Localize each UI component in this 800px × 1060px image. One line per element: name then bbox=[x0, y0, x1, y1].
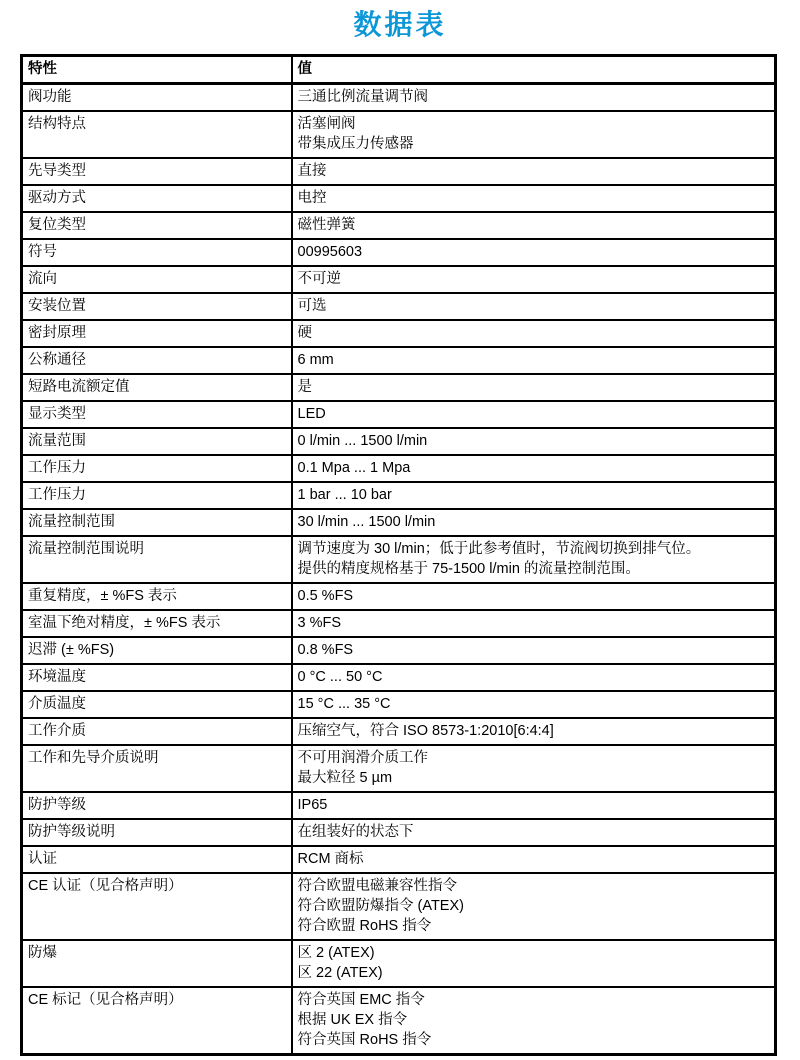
value-line: 6 mm bbox=[297, 352, 334, 368]
value-line: 30 l/min ... 1500 l/min bbox=[297, 514, 436, 530]
feature-cell: 环境温度 bbox=[22, 664, 292, 691]
value-line: 符合欧盟 RoHS 指令 bbox=[297, 918, 432, 934]
table-row bbox=[22, 111, 776, 158]
feature-cell: 流量控制范围 bbox=[22, 509, 292, 536]
table-row bbox=[22, 536, 776, 583]
value-cell bbox=[292, 846, 776, 873]
value-line: 符合英国 EMC 指令 bbox=[297, 992, 425, 1008]
feature-cell: 重复精度，± %FS 表示 bbox=[22, 583, 292, 610]
feature-cell: 公称通径 bbox=[22, 347, 292, 374]
value-cell bbox=[292, 509, 776, 536]
table-body bbox=[22, 84, 776, 1055]
value-line: 不可用润滑介质工作 bbox=[297, 750, 428, 766]
feature-cell: 介质温度 bbox=[22, 691, 292, 718]
value-line: 根据 UK EX 指令 bbox=[297, 1012, 408, 1028]
table-row bbox=[22, 745, 776, 792]
value-line: 在组装好的状态下 bbox=[297, 824, 414, 840]
feature-cell: 先导类型 bbox=[22, 158, 292, 185]
value-cell bbox=[292, 111, 776, 158]
table-row bbox=[22, 509, 776, 536]
value-line: 区 22 (ATEX) bbox=[297, 965, 383, 981]
datasheet-table bbox=[20, 54, 777, 1056]
value-line: LED bbox=[297, 406, 326, 422]
value-line: 0.5 %FS bbox=[297, 588, 354, 604]
header-feature: 特性 bbox=[22, 56, 292, 84]
value-line: 0.1 Mpa ... 1 Mpa bbox=[297, 460, 411, 476]
value-line: 电控 bbox=[297, 190, 327, 206]
value-line: 3 %FS bbox=[297, 615, 342, 631]
feature-cell: 符号 bbox=[22, 239, 292, 266]
value-line: 00995603 bbox=[297, 244, 363, 260]
table-row bbox=[22, 718, 776, 745]
value-cell bbox=[292, 158, 776, 185]
value-cell bbox=[292, 987, 776, 1055]
value-line: 0.8 %FS bbox=[297, 642, 354, 658]
value-cell bbox=[292, 374, 776, 401]
value-cell bbox=[292, 873, 776, 940]
header-row bbox=[22, 56, 776, 84]
table-row bbox=[22, 664, 776, 691]
value-line: 活塞闸阀 bbox=[297, 116, 356, 132]
value-cell bbox=[292, 293, 776, 320]
page-title: 数据表 bbox=[353, 9, 447, 40]
table-row bbox=[22, 212, 776, 239]
feature-cell: 防护等级 bbox=[22, 792, 292, 819]
value-cell bbox=[292, 792, 776, 819]
value-line: RCM 商标 bbox=[297, 851, 364, 867]
feature-cell: 流量范围 bbox=[22, 428, 292, 455]
value-line: 压缩空气，符合 ISO 8573-1:2010[6:4:4] bbox=[297, 723, 554, 739]
table-row bbox=[22, 873, 776, 940]
table-row bbox=[22, 428, 776, 455]
table-row bbox=[22, 239, 776, 266]
table-row bbox=[22, 347, 776, 374]
table-row bbox=[22, 84, 776, 112]
table-row bbox=[22, 401, 776, 428]
feature-cell: 短路电流额定值 bbox=[22, 374, 292, 401]
feature-cell: 迟滞 (± %FS) bbox=[22, 637, 292, 664]
value-cell bbox=[292, 691, 776, 718]
feature-cell: 工作压力 bbox=[22, 482, 292, 509]
header-value: 值 bbox=[292, 56, 776, 84]
value-line: 符合欧盟防爆指令 (ATEX) bbox=[297, 898, 464, 914]
value-cell bbox=[292, 428, 776, 455]
value-cell bbox=[292, 266, 776, 293]
table-row bbox=[22, 158, 776, 185]
value-cell bbox=[292, 482, 776, 509]
value-cell bbox=[292, 84, 776, 112]
feature-cell: 工作介质 bbox=[22, 718, 292, 745]
table-row bbox=[22, 293, 776, 320]
feature-cell: 流量控制范围说明 bbox=[22, 536, 292, 583]
value-cell bbox=[292, 664, 776, 691]
value-cell bbox=[292, 320, 776, 347]
table-row bbox=[22, 792, 776, 819]
feature-cell: 密封原理 bbox=[22, 320, 292, 347]
table-row bbox=[22, 482, 776, 509]
table-row bbox=[22, 455, 776, 482]
value-line: 最大粒径 5 µm bbox=[297, 770, 393, 786]
feature-cell: 防爆 bbox=[22, 940, 292, 987]
value-cell bbox=[292, 940, 776, 987]
table-row bbox=[22, 987, 776, 1055]
value-line: 硬 bbox=[297, 325, 312, 341]
feature-cell: 结构特点 bbox=[22, 111, 292, 158]
feature-cell: 工作压力 bbox=[22, 455, 292, 482]
feature-cell: 复位类型 bbox=[22, 212, 292, 239]
value-line: 是 bbox=[297, 379, 312, 395]
value-cell bbox=[292, 239, 776, 266]
table-header bbox=[22, 56, 776, 84]
feature-cell: 认证 bbox=[22, 846, 292, 873]
table-row bbox=[22, 266, 776, 293]
value-cell bbox=[292, 583, 776, 610]
table-row bbox=[22, 185, 776, 212]
value-line: 区 2 (ATEX) bbox=[297, 945, 375, 961]
feature-cell: 防护等级说明 bbox=[22, 819, 292, 846]
feature-cell: 室温下绝对精度，± %FS 表示 bbox=[22, 610, 292, 637]
feature-cell: 显示类型 bbox=[22, 401, 292, 428]
value-line: 0 °C ... 50 °C bbox=[297, 669, 383, 685]
feature-cell: CE 认证（见合格声明） bbox=[22, 873, 292, 940]
value-line: IP65 bbox=[297, 797, 328, 813]
value-cell bbox=[292, 536, 776, 583]
table-row bbox=[22, 846, 776, 873]
value-cell bbox=[292, 455, 776, 482]
value-line: 可选 bbox=[297, 298, 327, 314]
value-cell bbox=[292, 212, 776, 239]
value-line: 符合欧盟电磁兼容性指令 bbox=[297, 878, 457, 894]
value-line: 磁性弹簧 bbox=[297, 217, 356, 233]
feature-cell: 流向 bbox=[22, 266, 292, 293]
value-line: 0 l/min ... 1500 l/min bbox=[297, 433, 428, 449]
table-row bbox=[22, 637, 776, 664]
value-line: 直接 bbox=[297, 163, 327, 179]
value-line: 带集成压力传感器 bbox=[297, 136, 414, 152]
table-row bbox=[22, 610, 776, 637]
table-row bbox=[22, 583, 776, 610]
feature-cell: 阀功能 bbox=[22, 84, 292, 112]
value-line: 调节速度为 30 l/min；低于此参考值时，节流阀切换到排气位。 bbox=[297, 541, 701, 557]
value-cell bbox=[292, 637, 776, 664]
table-row bbox=[22, 320, 776, 347]
value-line: 不可逆 bbox=[297, 271, 341, 287]
value-cell bbox=[292, 347, 776, 374]
table-row bbox=[22, 374, 776, 401]
value-line: 三通比例流量调节阀 bbox=[297, 89, 428, 105]
feature-cell: 工作和先导介质说明 bbox=[22, 745, 292, 792]
value-cell bbox=[292, 610, 776, 637]
value-cell bbox=[292, 819, 776, 846]
feature-cell: 安装位置 bbox=[22, 293, 292, 320]
value-line: 1 bar ... 10 bar bbox=[297, 487, 392, 503]
table-row bbox=[22, 691, 776, 718]
value-line: 15 °C ... 35 °C bbox=[297, 696, 391, 712]
value-cell bbox=[292, 401, 776, 428]
table-row bbox=[22, 940, 776, 987]
value-cell bbox=[292, 185, 776, 212]
value-cell bbox=[292, 718, 776, 745]
feature-cell: CE 标记（见合格声明） bbox=[22, 987, 292, 1055]
table-row bbox=[22, 819, 776, 846]
feature-cell: 驱动方式 bbox=[22, 185, 292, 212]
value-line: 符合英国 RoHS 指令 bbox=[297, 1032, 432, 1048]
value-cell bbox=[292, 745, 776, 792]
value-line: 提供的精度规格基于 75-1500 l/min 的流量控制范围。 bbox=[297, 561, 640, 577]
